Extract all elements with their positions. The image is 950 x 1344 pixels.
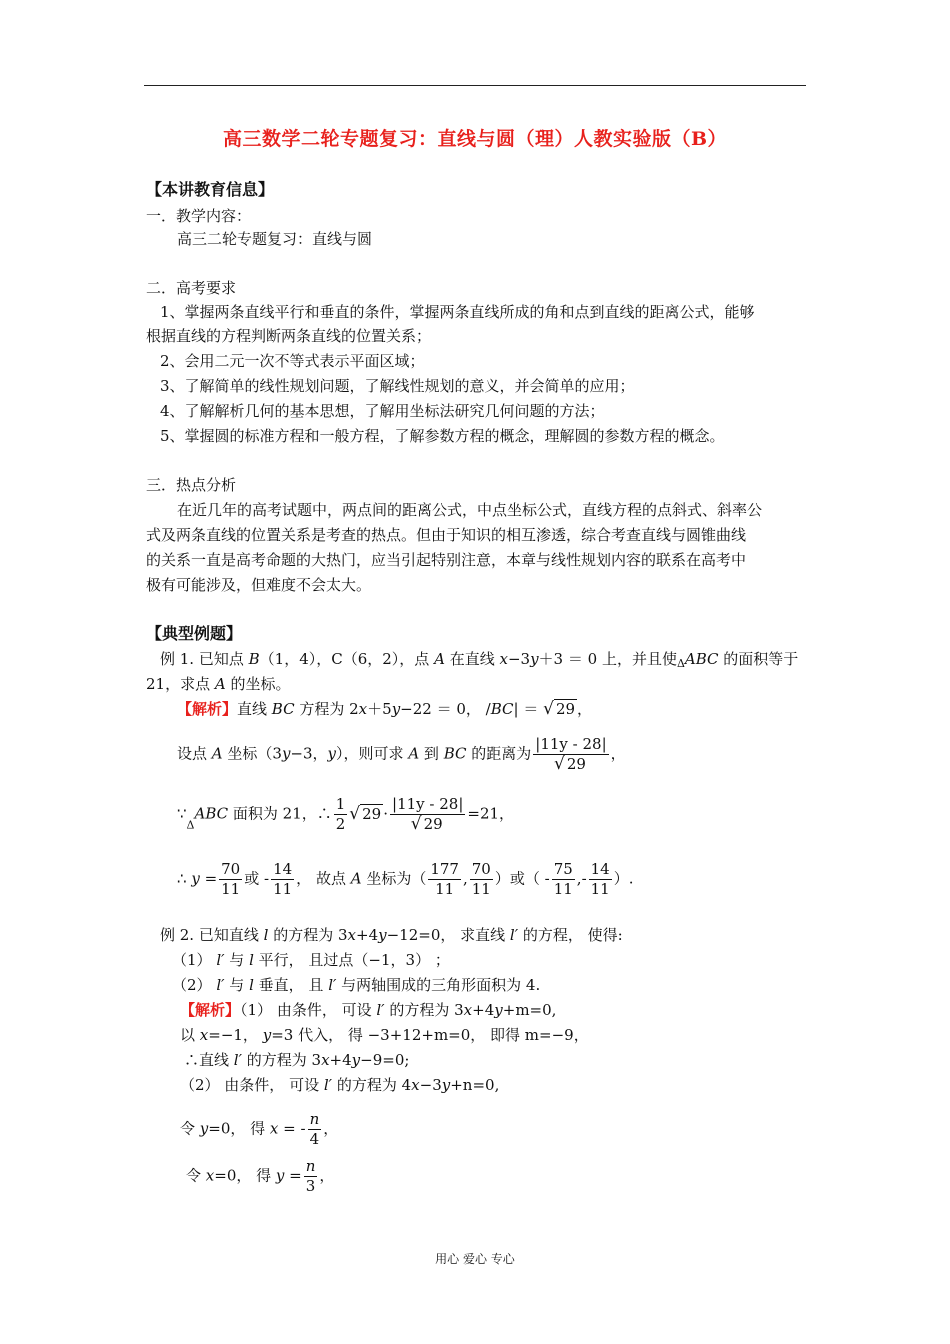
text: 与: [224, 951, 250, 969]
text: −22 ＝ 0， /: [400, 700, 491, 718]
text: +4: [472, 1001, 495, 1019]
text: =−1，: [208, 1026, 263, 1044]
sqrt-expression: √ 29: [349, 803, 382, 824]
example-1-question-line-2: [146, 674, 290, 694]
header-rule: [144, 85, 806, 86]
fraction: [552, 860, 575, 899]
text: −3: [507, 650, 531, 668]
text: = -: [278, 1119, 306, 1138]
fraction-denominator: √ 29: [410, 814, 443, 834]
var-a: A: [408, 744, 420, 763]
text: 与两轴围成的三角形面积为 4.: [336, 976, 541, 994]
text: 的方程为 3: [384, 1001, 464, 1019]
text: ，: [323, 1119, 339, 1138]
text: −3: [419, 1076, 442, 1094]
text: =0， 得: [208, 1119, 270, 1138]
text: ，: [610, 744, 626, 763]
sqrt-value: 29: [555, 700, 576, 718]
text: =21，: [467, 804, 515, 823]
text: =3 代入， 得 −3+12+m=0， 即得 m=−9，: [271, 1026, 589, 1044]
text: +n=0,: [450, 1076, 500, 1094]
dot-symbol: ·: [383, 804, 389, 823]
info-header: 【本讲教育信息】: [146, 180, 275, 199]
analysis-label: 【解析】: [180, 1001, 241, 1019]
example-2-solution-line-1: [180, 1000, 556, 1020]
section-1-heading: 一．教学内容：: [146, 207, 252, 225]
example-2-solution-line-6: [186, 1157, 334, 1196]
fraction-denominator: √ 29: [553, 754, 586, 774]
var-a: A: [211, 744, 223, 763]
fraction-numerator: 14: [273, 860, 293, 878]
hotspot-paragraph-line-1: 在近几年的高考试题中，两点间的距离公式，中点坐标公式，直线方程的点斜式、斜率公: [177, 501, 763, 519]
requirement-5: 5、掌握圆的标准方程和一般方程，了解参数方程的概念，理解圆的参数方程的概念。: [160, 427, 725, 445]
text: ， 故点: [296, 869, 351, 888]
var-y: y: [199, 1119, 209, 1138]
text: ＋3 ＝ 0 上，并且使: [538, 650, 677, 668]
document-title: 高三数学二轮专题复习：直线与圆（理）人教实验版（B）: [222, 128, 728, 150]
var-abc: ABC: [194, 804, 229, 823]
var-y: y: [441, 1076, 451, 1094]
text: 在直线: [444, 650, 500, 668]
example-1-solution-line-4: [177, 860, 634, 899]
fraction-denominator: 11: [590, 880, 610, 898]
section-3-heading: 三．热点分析: [146, 476, 237, 494]
var-x: x: [347, 926, 356, 944]
fraction-numerator: n: [309, 1110, 320, 1128]
fraction-numerator: n: [305, 1157, 316, 1175]
fraction-denominator: 11: [273, 880, 293, 898]
fraction-denominator: 11: [553, 880, 573, 898]
hotspot-paragraph-line-4: 极有可能涉及，但难度不会太大。: [146, 576, 372, 594]
distance-fraction: [390, 795, 465, 834]
example-1-solution-line-2: [177, 735, 626, 774]
var-bc: BC: [490, 700, 514, 718]
var-a: A: [434, 650, 445, 668]
var-y: y: [494, 1001, 503, 1019]
sqrt-value: 29: [566, 755, 586, 773]
requirement-1-line-b: 根据直线的方程判断两条直线的位置关系；: [146, 327, 432, 345]
var-l-prime: l′: [233, 1051, 242, 1069]
fraction-denominator: 3: [305, 1177, 316, 1195]
var-bc: BC: [443, 744, 467, 763]
text: 直线: [237, 700, 272, 718]
text: =: [199, 869, 218, 888]
text: ），则可求: [336, 744, 409, 763]
example-2-question: [160, 925, 623, 945]
fraction-numerator: |11y - 28|: [392, 795, 464, 813]
text: ，: [577, 700, 593, 718]
var-bc: BC: [271, 700, 295, 718]
fraction-numerator: 1: [335, 795, 346, 813]
var-x: x: [205, 1166, 215, 1185]
text: −12=0， 求直线: [386, 926, 510, 944]
fraction: [304, 1157, 318, 1196]
triangle-symbol: Δ: [186, 818, 195, 832]
text: 令: [180, 1119, 200, 1138]
hotspot-paragraph-line-3: 的关系一直是高考命题的大热门，应当引起特别注意，本章与线性规划内容的联系在高考中: [146, 551, 747, 569]
text: 的方程为 3: [241, 1051, 322, 1069]
var-l: l: [249, 951, 254, 969]
text: ＋5: [367, 700, 392, 718]
example-1-solution-line-1: [177, 699, 592, 719]
text: 的方程， 使得:: [518, 926, 623, 944]
var-x: x: [499, 650, 508, 668]
text: 坐标（3: [222, 744, 282, 763]
example-2-solution-line-2: [180, 1025, 589, 1045]
requirement-3: 3、了解简单的线性规划问题，了解线性规划的意义，并会简单的应用；: [160, 377, 635, 395]
requirement-2: 2、会用二元一次不等式表示平面区域；: [160, 352, 425, 370]
example-2-solution-line-4: [180, 1075, 499, 1095]
fraction-denominator: 2: [335, 815, 346, 833]
because-symbol: ∵: [177, 804, 187, 823]
var-y: y: [191, 869, 200, 888]
text: 平行， 且过点（−1，3） ；: [253, 951, 450, 969]
text: +4: [329, 1051, 352, 1069]
var-y: y: [327, 744, 337, 763]
examples-header: 【典型例题】: [146, 624, 243, 643]
text: 令: [186, 1166, 206, 1185]
fraction-numerator: 70: [221, 860, 241, 878]
var-y: y: [262, 1026, 272, 1044]
var-x: x: [463, 1001, 473, 1019]
text: 面积为 21，∴: [228, 804, 332, 823]
fraction: [428, 860, 461, 899]
text: −9=0;: [360, 1051, 410, 1069]
var-x: x: [321, 1051, 330, 1069]
text: 或 -: [244, 869, 270, 888]
page-footer: 用心 爱心 专心: [435, 1252, 515, 1266]
example-1-solution-line-3: [177, 795, 514, 836]
var-l-prime: l′: [216, 951, 225, 969]
sqrt-value: 29: [362, 804, 382, 823]
example-2-solution-line-3: [184, 1050, 409, 1070]
fraction: [308, 1110, 322, 1149]
text: ,-: [576, 869, 587, 888]
var-l-prime: l′: [323, 1076, 333, 1094]
fraction-numerator: 14: [590, 860, 610, 878]
text: 设点: [177, 744, 212, 763]
var-a: A: [214, 675, 226, 693]
example-2-condition-1: [172, 950, 450, 970]
fraction-denominator: 4: [309, 1130, 320, 1148]
text: 21，求点: [146, 675, 215, 693]
sqrt-value: 29: [423, 815, 443, 833]
text: 垂直， 且: [253, 976, 329, 994]
fraction: [219, 860, 242, 899]
text: （2） 由条件， 可设: [180, 1076, 324, 1094]
fraction: [589, 860, 612, 899]
example-2-condition-2: [172, 975, 540, 995]
text: 的坐标。: [225, 675, 291, 693]
analysis-label: 【解析】: [177, 700, 238, 718]
fraction-numerator: |11y - 28|: [535, 735, 607, 753]
text: | ＝: [513, 700, 544, 718]
text: （1，4），C（6，2），点: [259, 650, 435, 668]
text: （1）: [172, 951, 217, 969]
text: +4: [356, 926, 379, 944]
text: 与: [224, 976, 250, 994]
var-l: l: [249, 976, 254, 994]
var-l-prime: l′: [376, 1001, 385, 1019]
text: 的距离为: [466, 744, 532, 763]
distance-fraction: [533, 735, 608, 774]
text: 的面积等于: [718, 650, 799, 668]
var-l-prime: l′: [328, 976, 337, 994]
fraction-numerator: 70: [471, 860, 491, 878]
text: 以: [180, 1026, 200, 1044]
text: −3，: [290, 744, 328, 763]
var-y: y: [275, 1166, 285, 1185]
text: ,: [462, 869, 468, 888]
var-abc: ABC: [684, 650, 719, 668]
requirement-1-line-a: 1、掌握两条直线平行和垂直的条件，掌握两条直线所成的角和点到直线的距离公式，能够: [160, 303, 755, 321]
text: 方程为 2: [294, 700, 359, 718]
text: ）或（ -: [494, 869, 550, 888]
fraction-denominator: 11: [435, 880, 455, 898]
var-y: y: [281, 744, 291, 763]
var-x: x: [269, 1119, 279, 1138]
section-2-heading: 二．高考要求: [146, 279, 237, 297]
text: ）.: [613, 869, 634, 888]
text: ∴直线: [184, 1051, 234, 1069]
fraction: [470, 860, 493, 899]
sqrt-expression: √ 29: [543, 699, 576, 719]
example-1-question-line-1: [160, 649, 798, 674]
fraction-numerator: 75: [553, 860, 573, 878]
text: ∴: [177, 869, 192, 888]
hotspot-paragraph-line-2: 式及两条直线的位置关系是考查的热点。但由于知识的相互渗透，综合考查直线与圆锥曲线: [146, 526, 747, 544]
var-y: y: [391, 700, 401, 718]
requirement-4: 4、了解解析几何的基本思想，了解用坐标法研究几何问题的方法；: [160, 402, 605, 420]
var-x: x: [411, 1076, 420, 1094]
var-l: l: [263, 926, 269, 944]
text: =: [284, 1166, 302, 1185]
example-2-solution-line-5: [180, 1110, 338, 1149]
var-x: x: [358, 700, 368, 718]
var-y: y: [530, 650, 539, 668]
fraction-denominator: 11: [471, 880, 491, 898]
text: （2）: [172, 976, 217, 994]
var-l-prime: l′: [509, 926, 519, 944]
triangle-symbol: Δ: [676, 657, 685, 670]
fraction: [271, 860, 294, 899]
text: 到: [419, 744, 444, 763]
var-a: A: [350, 869, 362, 888]
text: +m=0,: [502, 1001, 557, 1019]
var-y: y: [378, 926, 387, 944]
section-1-content: 高三二轮专题复习：直线与圆: [177, 230, 373, 248]
text: =0， 得: [214, 1166, 276, 1185]
var-l-prime: l′: [216, 976, 225, 994]
var-b: B: [248, 650, 260, 668]
var-x: x: [199, 1026, 209, 1044]
var-y: y: [351, 1051, 361, 1069]
text: 的方程为 3: [268, 926, 348, 944]
fraction-numerator: 177: [430, 860, 459, 878]
fraction-denominator: 11: [221, 880, 241, 898]
text: 的方程为 4: [332, 1076, 412, 1094]
text: 例 1. 已知点: [160, 650, 249, 668]
text: 坐标为（: [361, 869, 427, 888]
half-fraction: [334, 795, 348, 834]
text: 例 2. 已知直线: [160, 926, 264, 944]
text: （1） 由条件， 可设: [240, 1001, 377, 1019]
text: ，: [319, 1166, 335, 1185]
